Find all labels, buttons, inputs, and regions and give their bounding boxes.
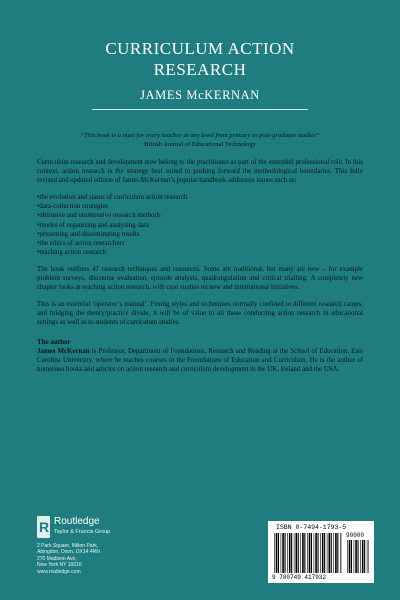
addon-barcode-bars [347, 540, 369, 573]
barcode-bar [289, 533, 291, 573]
publisher-website: www.routledge.com [37, 568, 81, 575]
title-line-1: CURRICULUM ACTION [105, 39, 295, 58]
barcode-bar [314, 533, 315, 573]
publisher-group: Taylor & Francis Group [54, 529, 111, 535]
barcode-bar [307, 533, 308, 573]
barcode-bar [274, 533, 275, 573]
logo-letter: R [39, 519, 50, 535]
intro-paragraph: Curriculum research and development now belong to the practitioner as part of the extended professional role. In this context, action research is the strategy best suited to pushing forward the methodological boundaries. This fully revised and updated edition of James McKernan’s popular handbook addresses issues such as: [37, 159, 363, 185]
barcode-bar [369, 540, 370, 573]
list-item: • obtrusive and unobtrusive research methods [37, 211, 363, 220]
quote-source: British Journal of Educational Technology [144, 141, 256, 148]
barcode-bar [302, 533, 304, 573]
barcode-bar [347, 540, 348, 573]
isbn-barcode [268, 521, 374, 583]
barcode-bar [309, 533, 311, 573]
manual-paragraph: This is an essential ‘operator’s manual’. Fusing styles and techniques normally confined to different research camps, and bridging the theory/practice divide, it will be of value to all those conducting action research in educational settings as well as to students of curriculum studies. [37, 301, 363, 327]
barcode-bar [351, 540, 352, 573]
author-bio-name: James McKernan [37, 347, 90, 355]
address-line: New York NY 10016 [37, 562, 82, 569]
blurb [37, 158, 363, 382]
topic-list [37, 193, 363, 257]
barcode-bar [355, 540, 357, 573]
barcode-bar [296, 533, 298, 573]
barcode-bar [349, 540, 351, 573]
book-title [0, 38, 400, 80]
barcode-bar [327, 533, 328, 573]
address-line: 270 Madison Ave, [37, 555, 77, 562]
address-line: Abingdon, Oxon, OX14 4RN [37, 549, 100, 556]
publisher-address [37, 543, 100, 575]
barcode-bar [311, 533, 312, 573]
barcode-bar [276, 533, 278, 573]
barcode-bar [278, 533, 279, 573]
list-item: • data-collection strategies [37, 202, 363, 211]
barcode-bar [358, 540, 359, 573]
list-item: • the ethics of action researchers [37, 239, 363, 248]
barcode-bar [282, 533, 284, 573]
author-heading: The author [37, 337, 71, 346]
routledge-logo-icon [37, 516, 50, 538]
list-item: • teaching action research [37, 248, 363, 257]
barcode-bar [324, 533, 325, 573]
barcode-bar [304, 533, 305, 573]
barcode-bar [362, 540, 364, 573]
barcode-bar [367, 540, 368, 573]
barcode-bar [364, 540, 365, 573]
barcode-bar [340, 533, 341, 573]
barcode-bar [318, 533, 319, 573]
price-addon-text: 90000 [346, 532, 365, 539]
barcode-bar [298, 533, 299, 573]
barcode-bar [360, 540, 361, 573]
barcode-bar [294, 533, 295, 573]
barcode-bar [329, 533, 331, 573]
cover-author: JAMES McKERNAN [140, 88, 260, 102]
address-line: 2 Park Square, Milton Park, [37, 543, 99, 549]
author-bio [37, 347, 363, 374]
list-item: • the evolution and status of curriculum action research [37, 193, 363, 202]
barcode-bar [300, 533, 301, 573]
publisher-name: Routledge [54, 516, 100, 527]
barcode-bar [315, 533, 317, 573]
ean-barcode-bars [274, 533, 342, 573]
ean-digits: 9 780749 417932 [272, 574, 327, 581]
barcode-bar [291, 533, 292, 573]
list-item: • modes of organizing and analysing data [37, 221, 363, 230]
isbn-text: ISBN 0-7494-1793-5 [276, 524, 347, 531]
barcode-bar [331, 533, 332, 573]
barcode-bar [281, 533, 282, 573]
techniques-paragraph: The book outlines 47 research techniques and resources. Some are traditional, but many are new – for example problem surveys, discourse evaluation, episode analysis, quadrangulation and critical trialling. A completely new chapter looks at teaching action research, with case studies on new and international initiatives. [37, 265, 363, 292]
review-quote [40, 131, 360, 149]
barcode-bar [337, 533, 338, 573]
quote-text: “This book is a must for every teacher at any level from primary to post-graduate studies” [80, 132, 320, 139]
list-item: • presenting and disseminating results [37, 230, 363, 239]
barcode-bar [333, 533, 334, 573]
author-bio-text: is Professor, Department of Foundations, Research and Reading at the School of Education, East Carolina University, where he teaches courses in the Foundations of Education and Curriculum. He is the author of numerous books and articles on action research and curriculum development in the UK, Ireland and the USA. [37, 347, 363, 373]
title-divider [92, 109, 308, 110]
barcode-bar [335, 533, 337, 573]
barcode-bar [320, 533, 321, 573]
title-line-2: RESEARCH [153, 60, 247, 79]
barcode-bar [322, 533, 324, 573]
barcode-bar [285, 533, 286, 573]
barcode-bar [287, 533, 288, 573]
barcode-bar [354, 540, 355, 573]
